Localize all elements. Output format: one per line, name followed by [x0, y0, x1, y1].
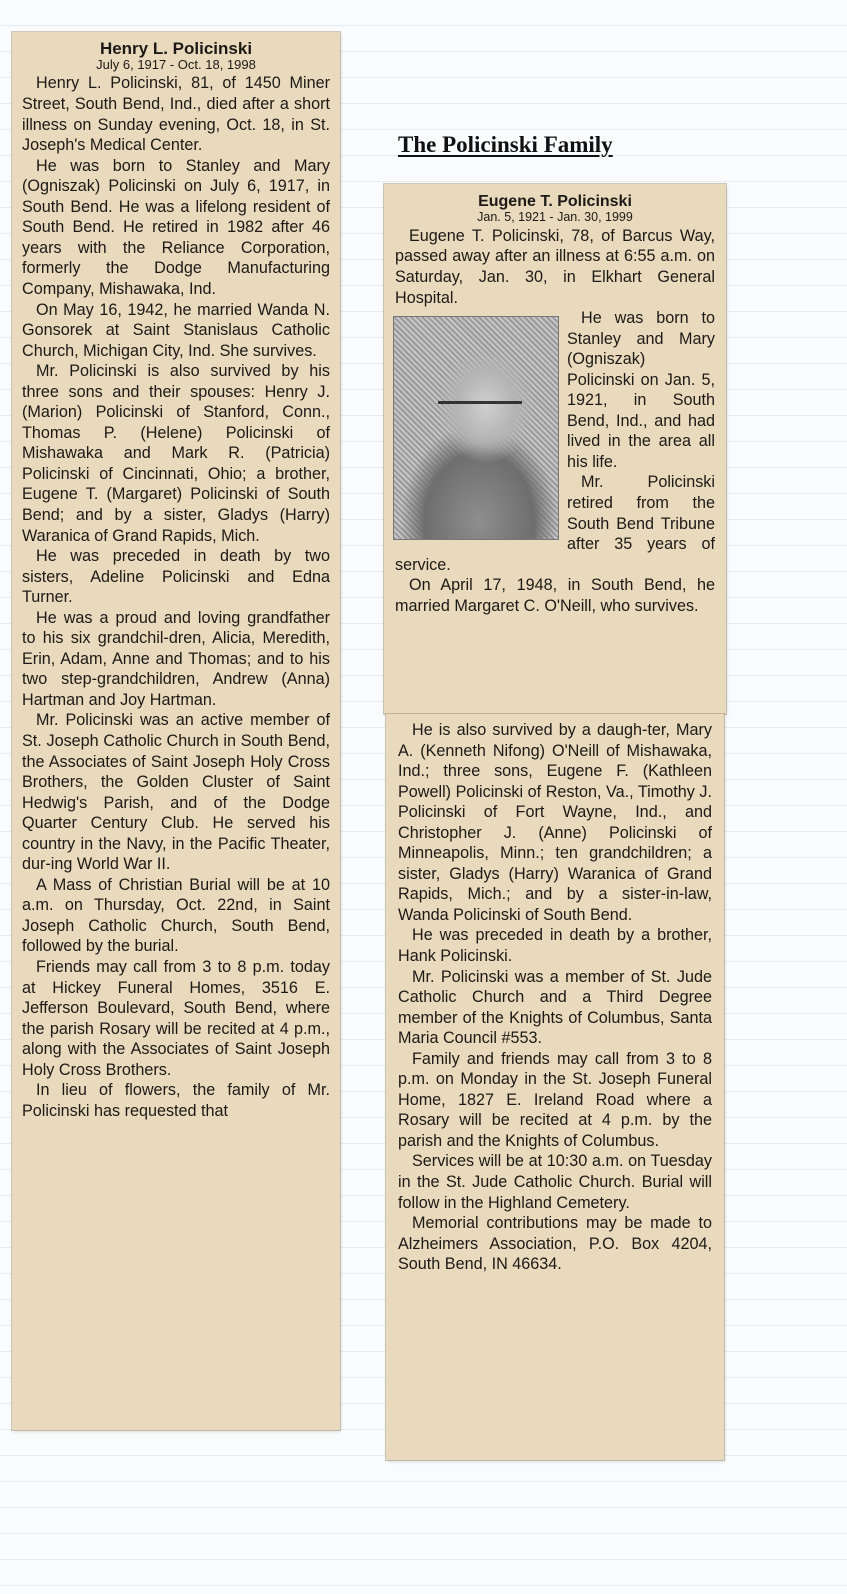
obituary-dates: July 6, 1917 - Oct. 18, 1998	[96, 56, 256, 72]
obituary-paragraph: Henry L. Policinski, 81, of 1450 Miner Street, South Bend, Ind., died after a short illness on Sunday evening, Oct. 18, in St. Joseph's Medical Center.	[22, 74, 330, 155]
glasses-icon	[438, 401, 522, 432]
obituary-paragraph: He is also survived by a daugh-ter, Mary A. (Kenneth Nifong) O'Neill of Mishawaka, Ind.; three sons, Eugene F. (Kathleen Powell) Policinski of Reston, Va., Timothy J. Policinski of Fort Wayne, Ind., and Christopher J. (Anne) Policinski of Minneapolis, Minn.; ten grandchildren; a sister, Gladys (Harry) Waranica of Grand Rapids, Mich.; and by a sister-in-law, Wanda Policinski of South Bend.	[398, 721, 712, 924]
obituary-paragraph: Friends may call from 3 to 8 p.m. today at Hickey Funeral Homes, 3516 E. Jefferson Boulevard, South Bend, where the parish Rosary will be recited at 4 p.m., along with the Associates of Saint Joseph Holy Cross Brothers.	[22, 958, 330, 1079]
obituary-name: Eugene T. Policinski	[478, 193, 632, 210]
obituary-paragraph: On May 16, 1942, he married Wanda N. Gonsorek at Saint Stanislaus Catholic Church, Michigan City, Ind. She survives.	[22, 300, 330, 360]
obituary-name: Henry L. Policinski	[99, 39, 253, 58]
obituary-paragraph: In lieu of flowers, the family of Mr. Policinski has requested that	[22, 1081, 330, 1120]
portrait-photo	[393, 316, 559, 540]
obituary-header	[22, 40, 330, 71]
obituary-paragraph: Services will be at 10:30 a.m. on Tuesday in the St. Jude Catholic Church. Burial will follow in the Highland Cemetery.	[398, 1152, 712, 1212]
obituary-paragraph: He was preceded in death by two sisters, Adeline Policinski and Edna Turner.	[22, 547, 330, 607]
obituary-paragraph: Family and friends may call from 3 to 8 p.m. on Monday in the St. Joseph Funeral Home, 1827 E. Ireland Road where a Rosary will be recited at 4 p.m. by the parish and the Knights of Columbus.	[398, 1049, 712, 1150]
obituary-paragraph: Eugene T. Policinski, 78, of Barcus Way, passed away after an illness at 6:55 a.m. on Saturday, Jan. 30, in Elkhart General Hospital.	[395, 226, 715, 307]
obituary-clipping-eugene-top	[384, 184, 726, 714]
obituary-paragraph: He was born to Stanley and Mary (Ogniszak) Policinski on July 6, 1917, in South Bend. He was a lifelong resident of South Bend. He retired in 1982 after 46 years with the Reliance Corporation, formerly the Dodge Manufacturing Company, Mishawaka, Ind.	[22, 156, 330, 298]
obituary-paragraph: On April 17, 1948, in South Bend, he married Margaret C. O'Neill, who survives.	[395, 576, 715, 615]
obituary-dates: Jan. 5, 1921 - Jan. 30, 1999	[477, 209, 633, 224]
page-title: The Policinski Family	[398, 132, 613, 157]
obituary-paragraph: Mr. Policinski is also survived by his three sons and their spouses: Henry J. (Marion) Policinski of Stanford, Conn., Thomas P. (Helene) Policinski of Mishawaka and Mark R. (Patricia) Policinski of Cincinnati, Ohio; a brother, Eugene T. (Margaret) Policinski of South Bend; and by a sister, Gladys (Harry) Waranica of Grand Rapids, Mich.	[22, 362, 330, 545]
obituary-paragraph: He was born to Stanley and Mary (Ogniszak) Policinski on Jan. 5, 1921, in South Bend, Ind., and had lived in the area all his life.	[567, 309, 715, 471]
obituary-header	[395, 194, 715, 224]
obituary-paragraph: Mr. Policinski was a member of St. Jude Catholic Church and a Third Degree member of the Knights of Columbus, Santa Maria Council #553.	[398, 967, 712, 1048]
obituary-paragraph: Memorial contributions may be made to Alzheimers Association, P.O. Box 4204, South Bend, IN 46634.	[398, 1214, 712, 1274]
obituary-paragraph: He was preceded in death by a brother, Hank Policinski.	[398, 926, 712, 966]
obituary-paragraph: Mr. Policinski retired from the South Bend Tribune after 35 years of service.	[395, 473, 715, 574]
obituary-clipping-eugene-bottom	[386, 714, 724, 1460]
obituary-paragraph: He was a proud and loving grandfather to his six grandchil-dren, Alicia, Meredith, Erin, Adam, Anne and Thomas; and to his two step-grandchildren, Andrew (Anna) Hartman and Joy Hartman.	[22, 608, 330, 709]
obituary-paragraph: Mr. Policinski was an active member of St. Joseph Catholic Church in South Bend, the Associates of Saint Joseph Holy Cross Brothers, the Golden Cluster of Saint Hedwig's Parish, and of the Dodge Quarter Century Club. He served his country in the Navy, in the Pacific Theater, dur-ing World War II.	[22, 711, 330, 874]
obituary-clipping-henry	[12, 32, 340, 1430]
obituary-paragraph: A Mass of Christian Burial will be at 10 a.m. on Thursday, Oct. 22nd, in Saint Joseph Catholic Church, South Bend, followed by the burial.	[22, 875, 330, 956]
